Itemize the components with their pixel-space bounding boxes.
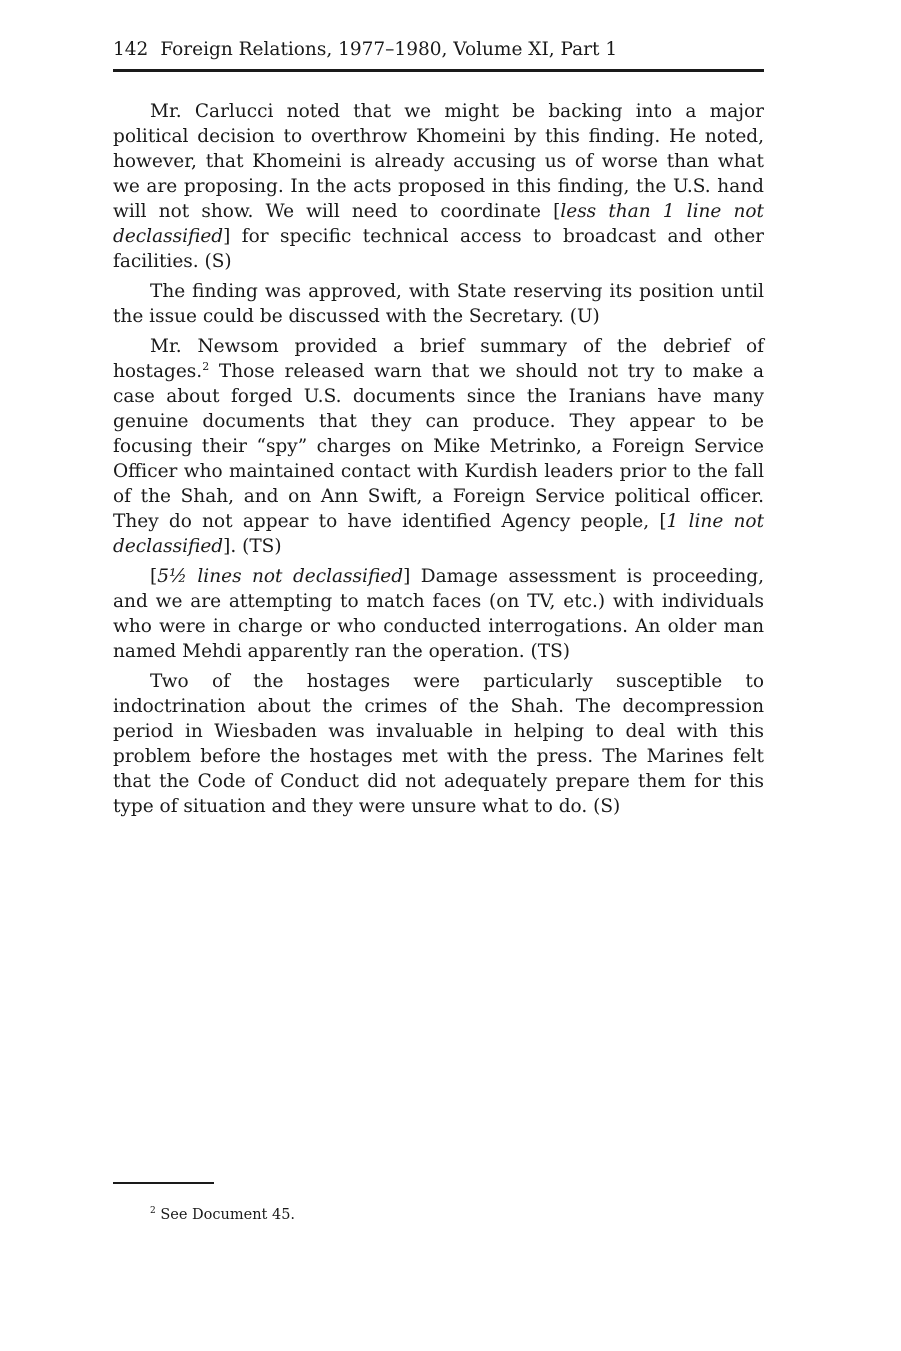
page-number: 142: [113, 39, 149, 60]
paragraph-text: Mr. Carlucci noted that we might be backing into a major political decision to overthrow Khomeini by this finding. He noted, however, that Khomeini is already accusing us of worse than what we are proposing. In the acts proposed in this finding, the U.S. hand will not show. We will need to coordinate [: [113, 101, 764, 222]
footnote-rule: [113, 1182, 214, 1184]
redaction-note: 1 line not declassified: [113, 511, 765, 557]
paragraph-text: ] for specific technical access to broadcast and other facilities. (S): [113, 226, 764, 272]
paragraph-text: [: [150, 566, 158, 587]
paragraph-text: Two of the hostages were particularly susceptible to indoctrination about the crimes of the Shah. The decompression period in Wiesbaden was invaluable in helping to deal with this problem before the hostages met with the press. The Marines felt that the Code of Conduct did not adequately prepare them for this type of situation and they were unsure what to do. (S): [113, 671, 764, 817]
paragraph-carlucci: [113, 99, 764, 274]
running-head-title: Foreign Relations, 1977–1980, Volume XI, Part 1: [160, 39, 618, 60]
paragraph-text: Those released warn that we should not try to make a case about forged U.S. documents since the Iranians have many genuine documents that they can produce. They appear to be focusing their “spy” charges on Mike Metrinko, a Foreign Service Officer who maintained contact with Kurdish leaders prior to the fall of the Shah, and on Ann Swift, a Foreign Service political officer. They do not appear to have identified Agency people, [: [113, 361, 764, 532]
running-head: [113, 38, 764, 62]
redaction-note: less than 1 line not declassified: [113, 201, 764, 247]
paragraph-text: ]. (TS): [223, 536, 282, 557]
paragraph-text: ] Damage assessment is proceeding, and we are attempting to match faces (on TV, etc.) with individuals who were in charge or who conducted interrogations. An older man named Mehdi apparently ran the operation. (TS): [113, 566, 764, 662]
header-rule: [113, 69, 764, 72]
paragraph-hostages-indoctrination: [113, 669, 764, 819]
paragraph-text: Mr. Newsom provided a brief summary of the debrief of hostages.: [113, 336, 764, 382]
paragraph-damage-assessment: [113, 564, 764, 664]
redaction-note: 5½ lines not declassified: [157, 566, 404, 587]
footnote-number: 2: [150, 1206, 156, 1217]
paragraph-text: The finding was approved, with State reserving its position until the issue could be discussed with the Secretary. (U): [113, 281, 764, 327]
body-text: [113, 99, 764, 824]
paragraph-newsom: [113, 334, 764, 559]
footnote-reference[interactable]: 2: [202, 359, 210, 373]
footnote: [150, 1205, 295, 1225]
paragraph-finding-approved: [113, 279, 764, 329]
footnote-text: See Document 45.: [155, 1207, 296, 1223]
